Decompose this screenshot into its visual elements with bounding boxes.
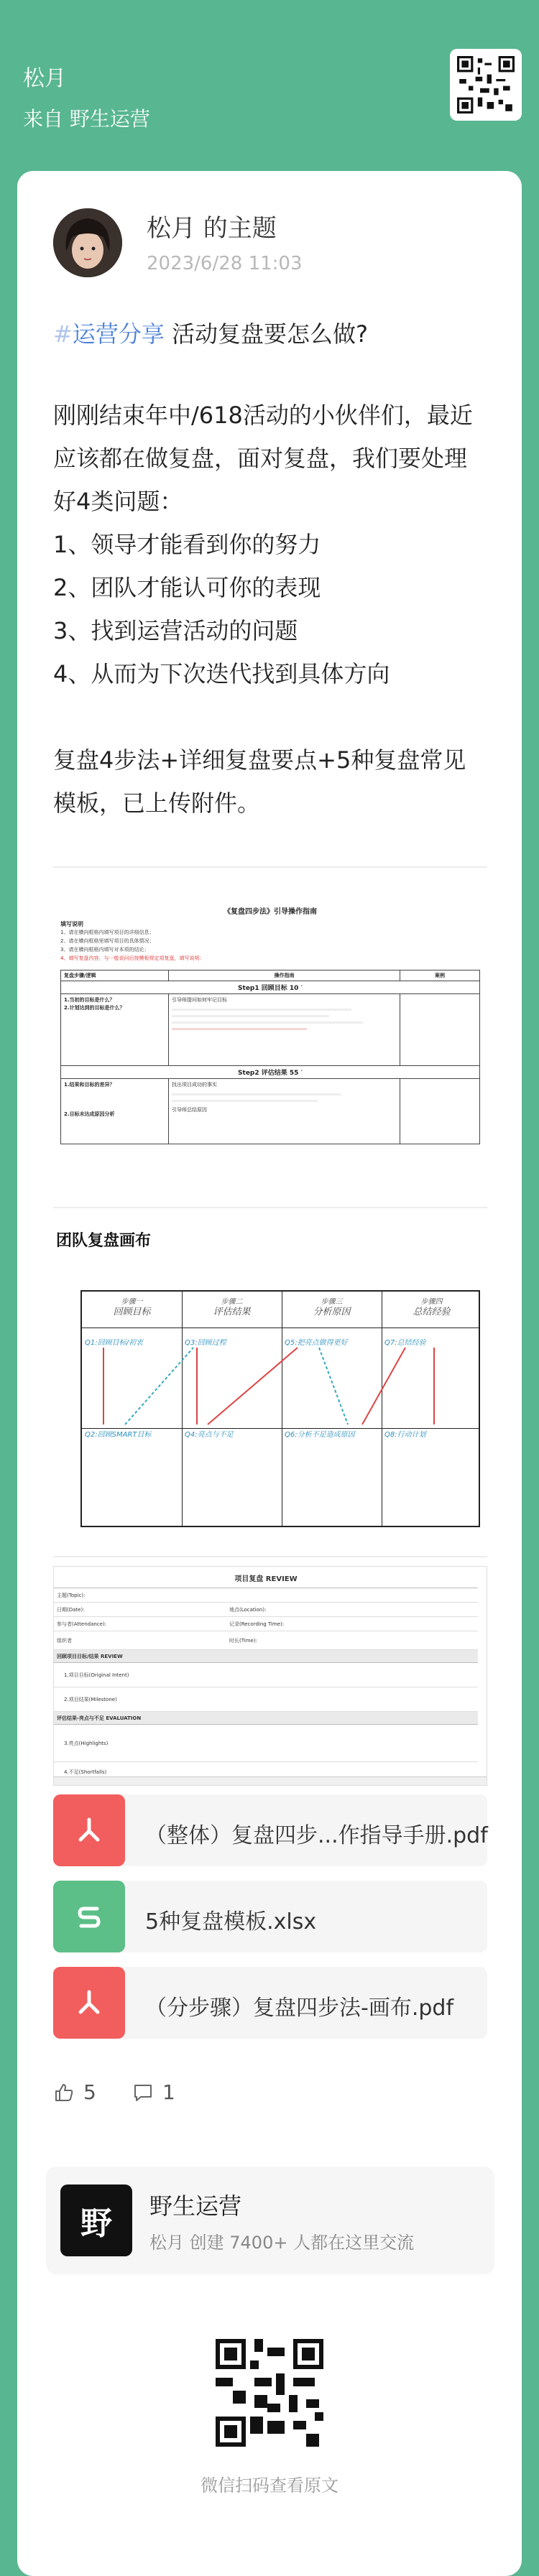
image-review-sheet[interactable] [53,1566,487,1786]
divider [53,1556,487,1557]
question-q2: Q2:回顾SMART目标 [85,1431,152,1439]
group-name: 野生运营 [149,2192,242,2220]
doc-notes [60,928,480,963]
header-qr-code[interactable] [450,49,522,121]
sheet-body [54,1567,478,1775]
pdf-icon [53,1967,125,2039]
step1-body [61,994,479,1066]
doc-table-header [61,970,479,981]
question-q7: Q7:总结经验 [384,1339,426,1347]
group-desc: 松月 创建 7400+ 人都在这里交流 [149,2233,415,2253]
sheet-cell: 地点(Location): [229,1606,267,1613]
left-row: 1.结果和目标的差异？ [64,1082,115,1088]
body-paragraph: 3、找到运营活动的问题 [53,617,298,644]
sheet-cell: 主题(Topic): [57,1592,86,1598]
question-q5: Q5:把亮点做得更好 [285,1339,348,1347]
step-name: 总结经验 [413,1307,451,1317]
step1-left [61,994,169,1065]
attachment-pdf-canvas[interactable] [53,1967,487,2039]
author-title[interactable]: 松月 的主题 [147,214,277,243]
topic-line [53,316,368,349]
sheet-cell: 3.亮点(Highlights) [54,1725,478,1762]
comment-icon [132,2082,154,2103]
sheet-tabs [54,1776,487,1785]
col-steps: 复盘步骤/逻辑 [61,970,169,981]
avatar-image [53,208,122,277]
header-name: 松月 [23,66,66,91]
body-paragraph: 2、团队才能认可你的表现 [53,574,321,601]
arrow [125,1348,193,1424]
divider [53,866,487,868]
doc-title: 《复盘四步法》引导操作指南 [224,908,317,916]
doc-subtitle: 填写说明 [60,921,83,927]
topic-hash: # [53,320,73,348]
step2-body [61,1079,479,1144]
like-count: 5 [83,2080,96,2104]
sheet-cell: 记录(Recording Time): [229,1621,285,1627]
sheet-section: 评估结果-亮点与不足 EVALUATION [54,1712,478,1725]
doc-note: 4、填写复盘内容，与一般说问后按模板规定项复盘，填写说明： [60,955,205,961]
body-paragraph: 刚刚结束年中/618活动的小伙伴们，最近应该都在做复盘，面对复盘，我们要处理好4类问题： [53,402,473,515]
body-paragraph: 4、从而为下次迭代找到具体方向 [53,660,390,687]
from-group[interactable]: 野生运营 [69,107,150,131]
canvas-title: 团队复盘画布 [56,1232,152,1250]
attachment-name: （分步骤）复盘四步法-画布.pdf [145,1996,454,2021]
attachment-name: 5种复盘模板.xlsx [145,1909,317,1935]
comment-count: 1 [162,2080,175,2104]
sheet-cell: 1.项目目标(Original Intent) [54,1663,478,1687]
sheet-cell: 参与者(Attendance): [57,1621,107,1627]
topic-title: 活动复盘要怎么做? [172,320,368,348]
qr-icon [457,56,515,113]
sheet-title: 项目复盘 REVIEW [54,1567,478,1588]
step-label: 步骤三 [321,1298,343,1306]
step2-row: Step2 评估结果 55 ′ [61,1066,479,1079]
step-label: 步骤四 [420,1298,443,1306]
step2-case [400,1079,479,1144]
arrow [319,1348,348,1424]
question-q4: Q4:亮点与不足 [185,1431,234,1439]
step2-left [61,1079,169,1144]
attachment-xlsx-templates[interactable] [53,1881,487,1952]
sheet-cell: 2.项目结果(Milestone) [54,1687,478,1712]
sheet-cell: 日期(Date): [57,1606,85,1613]
image-guide-doc[interactable] [53,898,487,1185]
qr-icon [216,2339,323,2447]
question-q3: Q3:回顾过程 [185,1339,226,1347]
like-button[interactable] [53,2080,96,2104]
step2-guide [169,1079,400,1144]
step-label: 步骤一 [121,1298,143,1306]
attachment-pdf-guide[interactable] [53,1794,487,1866]
step-name: 回顾目标 [113,1307,151,1317]
col-case: 案例 [435,973,445,978]
from-prefix: 来自 [23,107,64,131]
step-name: 分析原因 [313,1307,351,1317]
image-canvas[interactable] [53,1221,487,1552]
question-q1: Q1:回顾目标/初衷 [85,1339,143,1347]
arrow [208,1348,298,1424]
body-paragraph [53,695,484,738]
sheet-row [54,1588,478,1603]
avatar[interactable] [53,208,122,277]
body-paragraph: 复盘4步法+详细复盘要点+5种复盘常见模板，已上传附件。 [53,746,466,817]
header-from [23,103,150,132]
doc-note: 1、请在横向框格内填写项目的详细信息； [60,930,155,935]
arrow [362,1348,405,1424]
sheet-row [54,1603,478,1617]
comment-button[interactable] [132,2080,175,2104]
xlsx-icon [53,1881,125,1952]
doc-table [60,970,480,1144]
step1-case [400,994,479,1065]
doc-note: 3、请在横向框格内填写对本项的结论； [60,947,149,953]
sheet-cell: 4.不足(Shortfalls) [64,1769,107,1775]
post-body [53,394,484,825]
sheet-section: 回顾项目目标/结果 REVIEW [54,1650,478,1663]
scan-hint: 微信扫码查看原文 [201,2475,338,2496]
step1-row: Step1 回顾目标 10 ′ [61,981,479,994]
attachment-name: （整体）复盘四步...作指导手册.pdf [145,1823,488,1848]
guide-row: 引导师总结原因 [172,1107,207,1113]
step1-guide [169,994,400,1065]
group-card[interactable] [46,2167,494,2274]
divider [53,1207,487,1208]
step-name: 评估结果 [213,1307,251,1317]
pdf-icon [53,1794,125,1866]
group-logo: 野 [60,2184,132,2256]
guide-row: 引导师提问如何牢记目标 [172,997,227,1003]
canvas-arrows [82,1292,482,1529]
sheet-row [54,1631,478,1650]
sheet-cell: 组织者 [57,1637,72,1644]
guide-row: 找出项目成功的事实 [172,1082,217,1088]
post-date: 2023/6/28 11:03 [147,253,303,274]
thumbs-up-icon [53,2082,75,2103]
step-label: 步骤二 [221,1298,243,1306]
left-row: 2.计划达到的目标是什么？ [64,1005,125,1011]
question-q8: Q8:行动计划 [384,1431,426,1439]
canvas-grid [80,1290,480,1527]
sheet-row [54,1617,478,1631]
bottom-qr-code[interactable] [216,2339,323,2447]
col-guide: 操作指南 [169,970,400,981]
topic-tag[interactable]: 运营分享 [72,320,165,348]
left-row: 2.目标未达成原因分析 [64,1111,115,1117]
left-row: 1.当初的目标是什么？ [64,997,115,1003]
body-paragraph: 1、领导才能看到你的努力 [53,531,321,558]
sheet-cell: 时长(Time): [229,1637,257,1644]
doc-note: 2、请在横向框格里填写项目的具体情况； [60,938,155,944]
question-q6: Q6:分析不足造成原因 [285,1431,355,1439]
